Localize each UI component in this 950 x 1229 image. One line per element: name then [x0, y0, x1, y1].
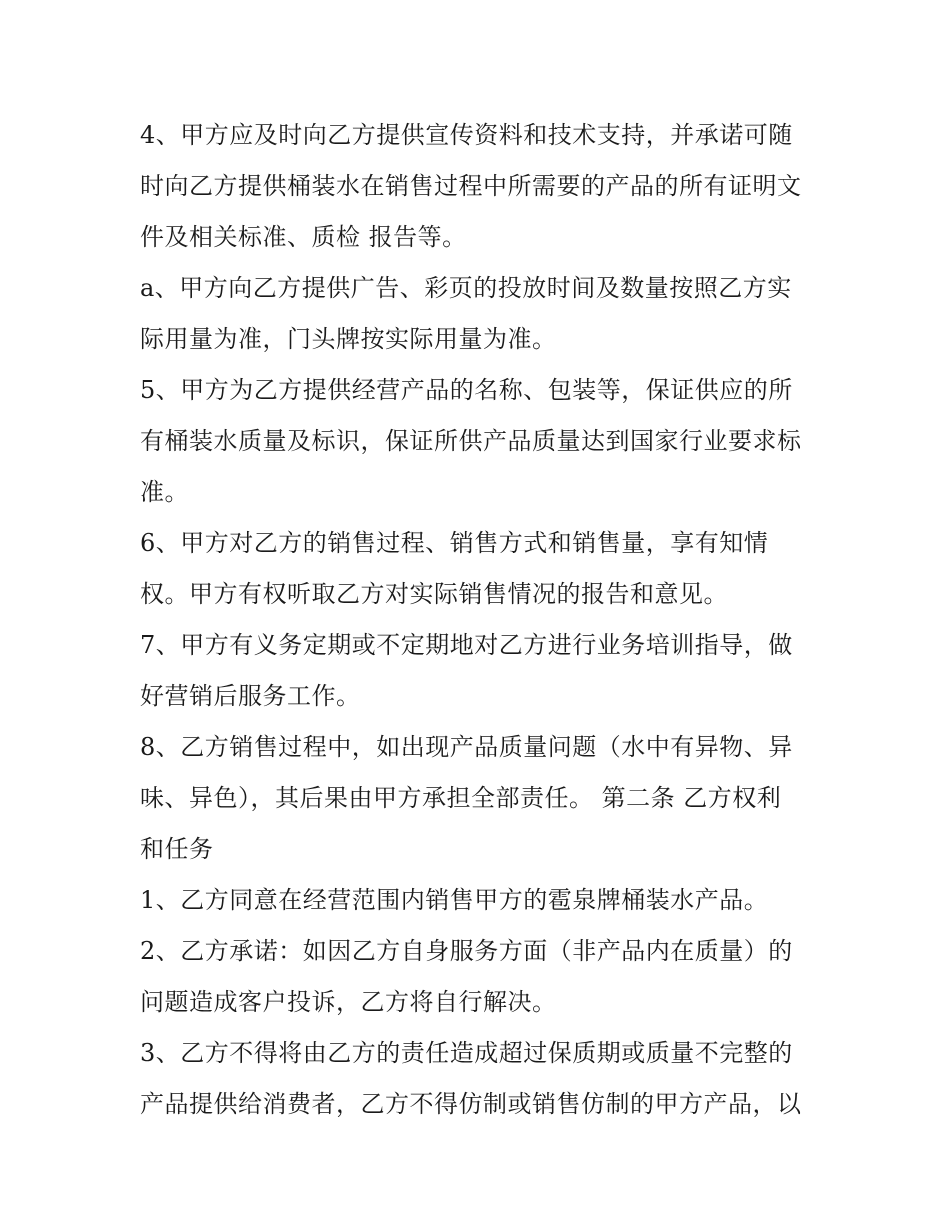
- text-line: 件及相关标准、质检 报告等。: [140, 223, 467, 251]
- text-line: 际用量为准，门头牌按实际用量为准。: [140, 325, 557, 353]
- document-body: [140, 110, 820, 1130]
- text-line: 1、乙方同意在经营范围内销售甲方的雹泉牌桶装水产品。: [140, 886, 769, 914]
- text-line: 问题造成客户投诉，乙方将自行解决。: [140, 988, 557, 1016]
- text-line: 味、异色），其后果由甲方承担全部责任。 第二条 乙方权利: [140, 784, 782, 812]
- text-line: 5、甲方为乙方提供经营产品的名称、包装等，保证供应的所: [140, 376, 793, 404]
- text-line: 3、乙方不得将由乙方的责任造成超过保质期或质量不完整的: [140, 1039, 793, 1067]
- text-line: 8、乙方销售过程中，如出现产品质量问题（水中有异物、异: [140, 733, 793, 761]
- text-line: 产品提供给消费者，乙方不得仿制或销售仿制的甲方产品，以: [140, 1090, 802, 1118]
- text-line: 4、甲方应及时向乙方提供宣传资料和技术支持，并承诺可随: [140, 121, 793, 149]
- text-line: 6、甲方对乙方的销售过程、销售方式和销售量，享有知情: [140, 529, 769, 557]
- text-line: 7、甲方有义务定期或不定期地对乙方进行业务培训指导，做: [140, 631, 793, 659]
- text-line: 2、乙方承诺：如因乙方自身服务方面（非产品内在质量）的: [140, 937, 793, 965]
- text-line: 权。甲方有权听取乙方对实际销售情况的报告和意见。: [140, 580, 728, 608]
- text-line: 准。: [140, 478, 189, 506]
- text-line: 好营销后服务工作。: [140, 682, 361, 710]
- text-line: 有桶装水质量及标识，保证所供产品质量达到国家行业要求标: [140, 427, 802, 455]
- text-line: a、甲方向乙方提供广告、彩页的投放时间及数量按照乙方实: [140, 274, 792, 302]
- text-line: 和任务: [140, 835, 214, 863]
- text-line: 时向乙方提供桶装水在销售过程中所需要的产品的所有证明文: [140, 172, 802, 200]
